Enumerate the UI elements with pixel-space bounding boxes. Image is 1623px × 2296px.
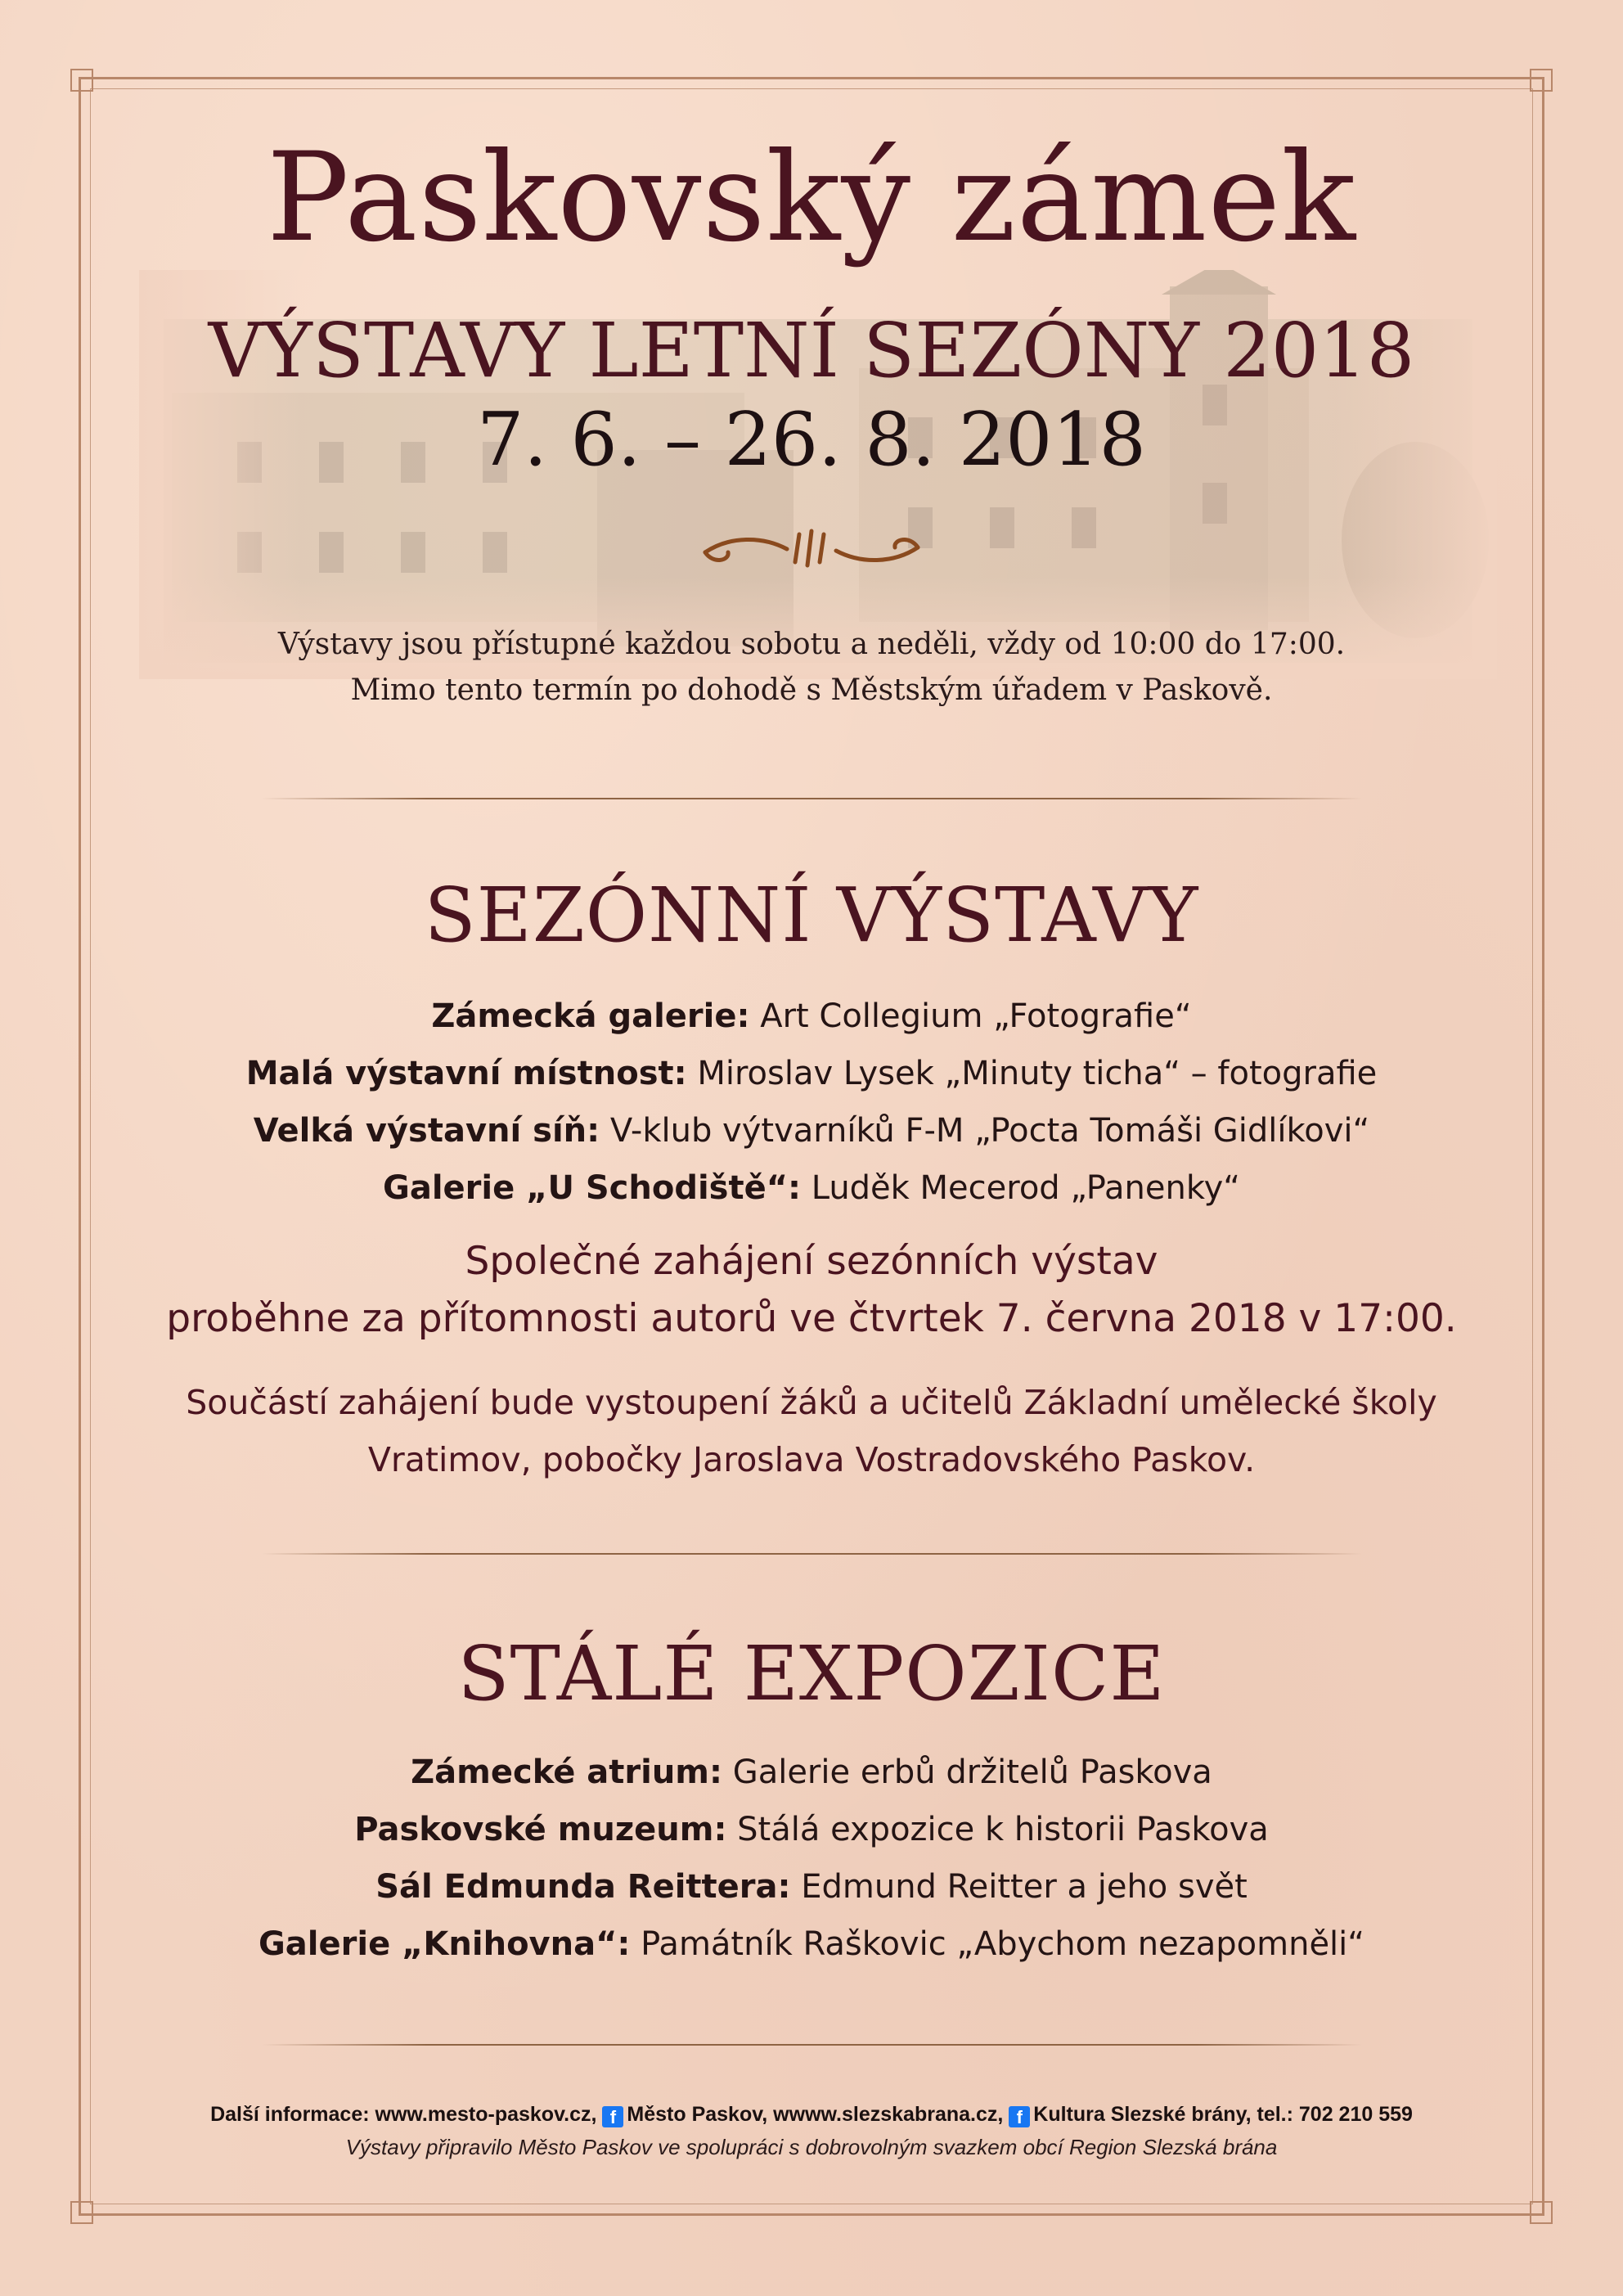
item-place: Malá výstavní místnost: xyxy=(245,1055,687,1092)
permanent-item xyxy=(0,1756,1623,1789)
item-text: Památník Raškovic „Abychom nezapomněli“ xyxy=(630,1925,1365,1963)
access-line-2: Mimo tento termín po dohodě s Městským úřadem v Paskově. xyxy=(350,673,1273,707)
divider xyxy=(262,2044,1362,2046)
program-line-1: Součástí zahájení bude vystoupení žáků a učitelů Základní umělecké školy xyxy=(186,1383,1437,1422)
opening-line-2: proběhne za přítomnosti autorů ve čtvrtek 7. června 2018 v 17:00. xyxy=(166,1296,1457,1341)
permanent-item xyxy=(0,1813,1623,1846)
facebook-page-link[interactable]: Město Paskov, xyxy=(627,2103,768,2126)
frame-corner-bl xyxy=(70,2201,93,2224)
footer-info xyxy=(0,2103,1623,2127)
item-text: V-klub výtvarníků F-M „Pocta Tomáši Gidlíkovi“ xyxy=(600,1112,1370,1150)
season-subtitle: VÝSTAVY LETNÍ SEZÓNY 2018 xyxy=(208,307,1415,394)
page-title: Paskovský zámek xyxy=(266,127,1357,269)
seasonal-item xyxy=(0,997,1623,1035)
seasonal-item xyxy=(0,1169,1623,1207)
seasonal-item xyxy=(0,1112,1623,1150)
item-place: Galerie „U Schodiště“: xyxy=(383,1169,802,1207)
seasonal-item xyxy=(0,1057,1623,1090)
program-line-2: Vratimov, pobočky Jaroslava Vostradovského Paskov. xyxy=(367,1440,1256,1479)
footer-info-part1: Další informace: www.mesto-paskov.cz, xyxy=(210,2103,597,2126)
seasonal-heading: SEZÓNNÍ VÝSTAVY xyxy=(424,871,1199,959)
item-place: Galerie „Knihovna“: xyxy=(258,1925,631,1963)
ornament-flourish xyxy=(697,520,926,577)
footer-credit: Výstavy připravilo Město Paskov ve spolupráci s dobrovolným svazkem obcí Region Slezská brána xyxy=(345,2135,1278,2159)
opening-line-1: Společné zahájení sezónních výstav xyxy=(465,1239,1158,1284)
permanent-item xyxy=(0,1868,1623,1906)
facebook-icon: f xyxy=(1009,2106,1030,2127)
item-place: Zámecká galerie: xyxy=(431,997,750,1035)
item-text: Luděk Mecerod „Panenky“ xyxy=(801,1169,1240,1207)
item-text: Miroslav Lysek „Minuty ticha“ – fotografie xyxy=(686,1055,1378,1092)
access-line-1: Výstavy jsou přístupné každou sobotu a neděli, vždy od 10:00 do 17:00. xyxy=(277,628,1346,661)
item-place: Paskovské muzeum: xyxy=(354,1811,727,1848)
facebook-page-link[interactable]: Kultura Slezské brány, tel.: 702 210 559 xyxy=(1033,2103,1413,2126)
item-place: Zámecké atrium: xyxy=(411,1754,722,1791)
item-text: Art Collegium „Fotografie“ xyxy=(749,997,1192,1035)
divider xyxy=(262,1553,1362,1555)
item-text: Galerie erbů držitelů Paskova xyxy=(722,1754,1212,1791)
item-text: Stálá expozice k historii Paskova xyxy=(726,1811,1269,1848)
frame-corner-br xyxy=(1530,2201,1553,2224)
frame-corner-tl xyxy=(70,69,93,92)
item-text: Edmund Reitter a jeho svět xyxy=(790,1868,1248,1906)
divider xyxy=(262,798,1362,799)
permanent-item xyxy=(0,1925,1623,1963)
permanent-heading: STÁLÉ EXPOZICE xyxy=(457,1630,1166,1717)
footer-info-part2: wwww.slezskabrana.cz, xyxy=(773,2103,1004,2126)
item-place: Sál Edmunda Reittera: xyxy=(375,1868,791,1906)
frame-corner-tr xyxy=(1530,69,1553,92)
season-dates: 7. 6. – 26. 8. 2018 xyxy=(477,397,1146,483)
facebook-icon: f xyxy=(602,2106,623,2127)
item-place: Velká výstavní síň: xyxy=(253,1112,600,1150)
